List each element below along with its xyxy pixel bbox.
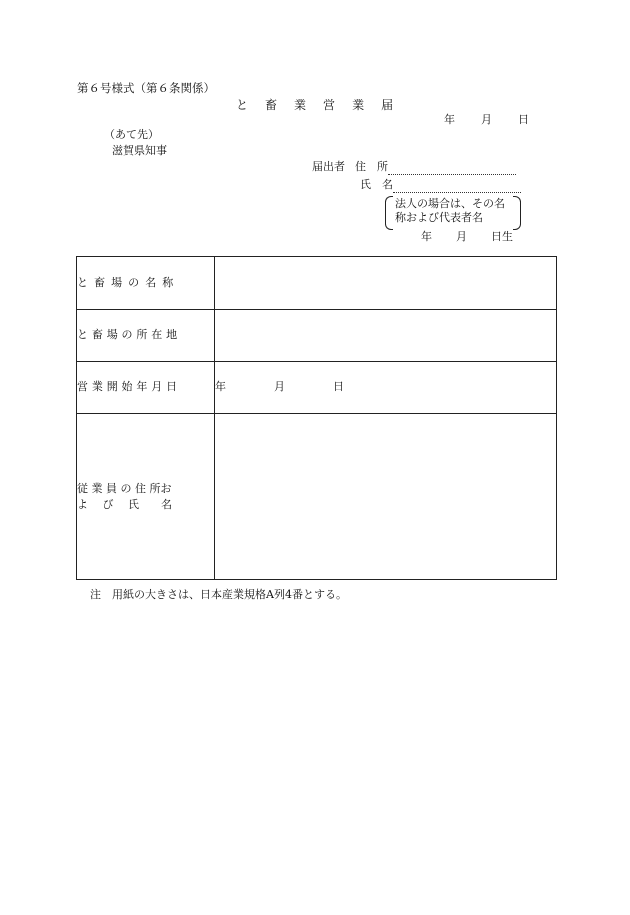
slaughterhouse-location-field[interactable] [215,310,557,362]
applicant-prefix: 届出者 [312,160,345,173]
table-row [77,414,557,580]
applicant-address-row [312,160,516,175]
title-char: 業 [294,98,307,112]
recipient-name: 滋賀県知事 [112,144,167,157]
birth-year: 年 [421,230,432,243]
start-month: 月 [274,380,285,394]
form-table [76,256,557,580]
employee-label-line: よ び 氏 名 [77,497,172,511]
table-row [77,362,557,414]
corporate-note-text [395,197,505,225]
slaughterhouse-location-label: と畜場の所在地 [77,310,215,362]
corporate-note [385,196,521,228]
start-day: 日 [333,380,344,394]
title-char: 営 [323,98,336,112]
name-label: 氏 名 [360,178,393,191]
employee-info-label [77,414,215,580]
date-month: 月 [481,113,492,126]
table-row [77,310,557,362]
applicant-name-row [360,178,521,193]
corporate-note-line: 称および代表者名 [395,211,483,224]
title-char: 業 [352,98,365,112]
title-char: 畜 [265,98,278,112]
date-year: 年 [444,113,455,126]
address-label: 住 所 [355,160,388,173]
slaughterhouse-name-label: と畜場の名称 [77,257,215,310]
slaughterhouse-name-field[interactable] [215,257,557,310]
address-dotted-line[interactable] [388,164,516,175]
birth-month: 月 [456,230,467,243]
birth-day: 日生 [491,230,513,243]
submission-date [444,113,529,128]
corporate-note-line: 法人の場合は、その名 [395,197,505,210]
form-title [236,97,393,113]
form-number: 第６号様式（第６条関係） [77,81,215,95]
employee-info-field[interactable] [215,414,557,580]
business-start-date-field[interactable] [215,362,557,414]
start-year: 年 [215,380,226,394]
employee-label-line: 従 業 員 の 住 所お [77,481,172,495]
name-dotted-line[interactable] [393,182,521,193]
business-start-date-label: 営業開始年月日 [77,362,215,414]
addressee-label: （あて先） [104,128,159,141]
right-bracket [513,196,521,230]
birth-date [421,230,513,245]
footnote: 注 用紙の大きさは、日本産業規格A列4番とする。 [90,588,347,601]
title-char: 届 [381,98,394,112]
left-bracket [385,196,393,230]
title-char: と [236,98,249,112]
date-day: 日 [518,113,529,126]
table-row [77,257,557,310]
